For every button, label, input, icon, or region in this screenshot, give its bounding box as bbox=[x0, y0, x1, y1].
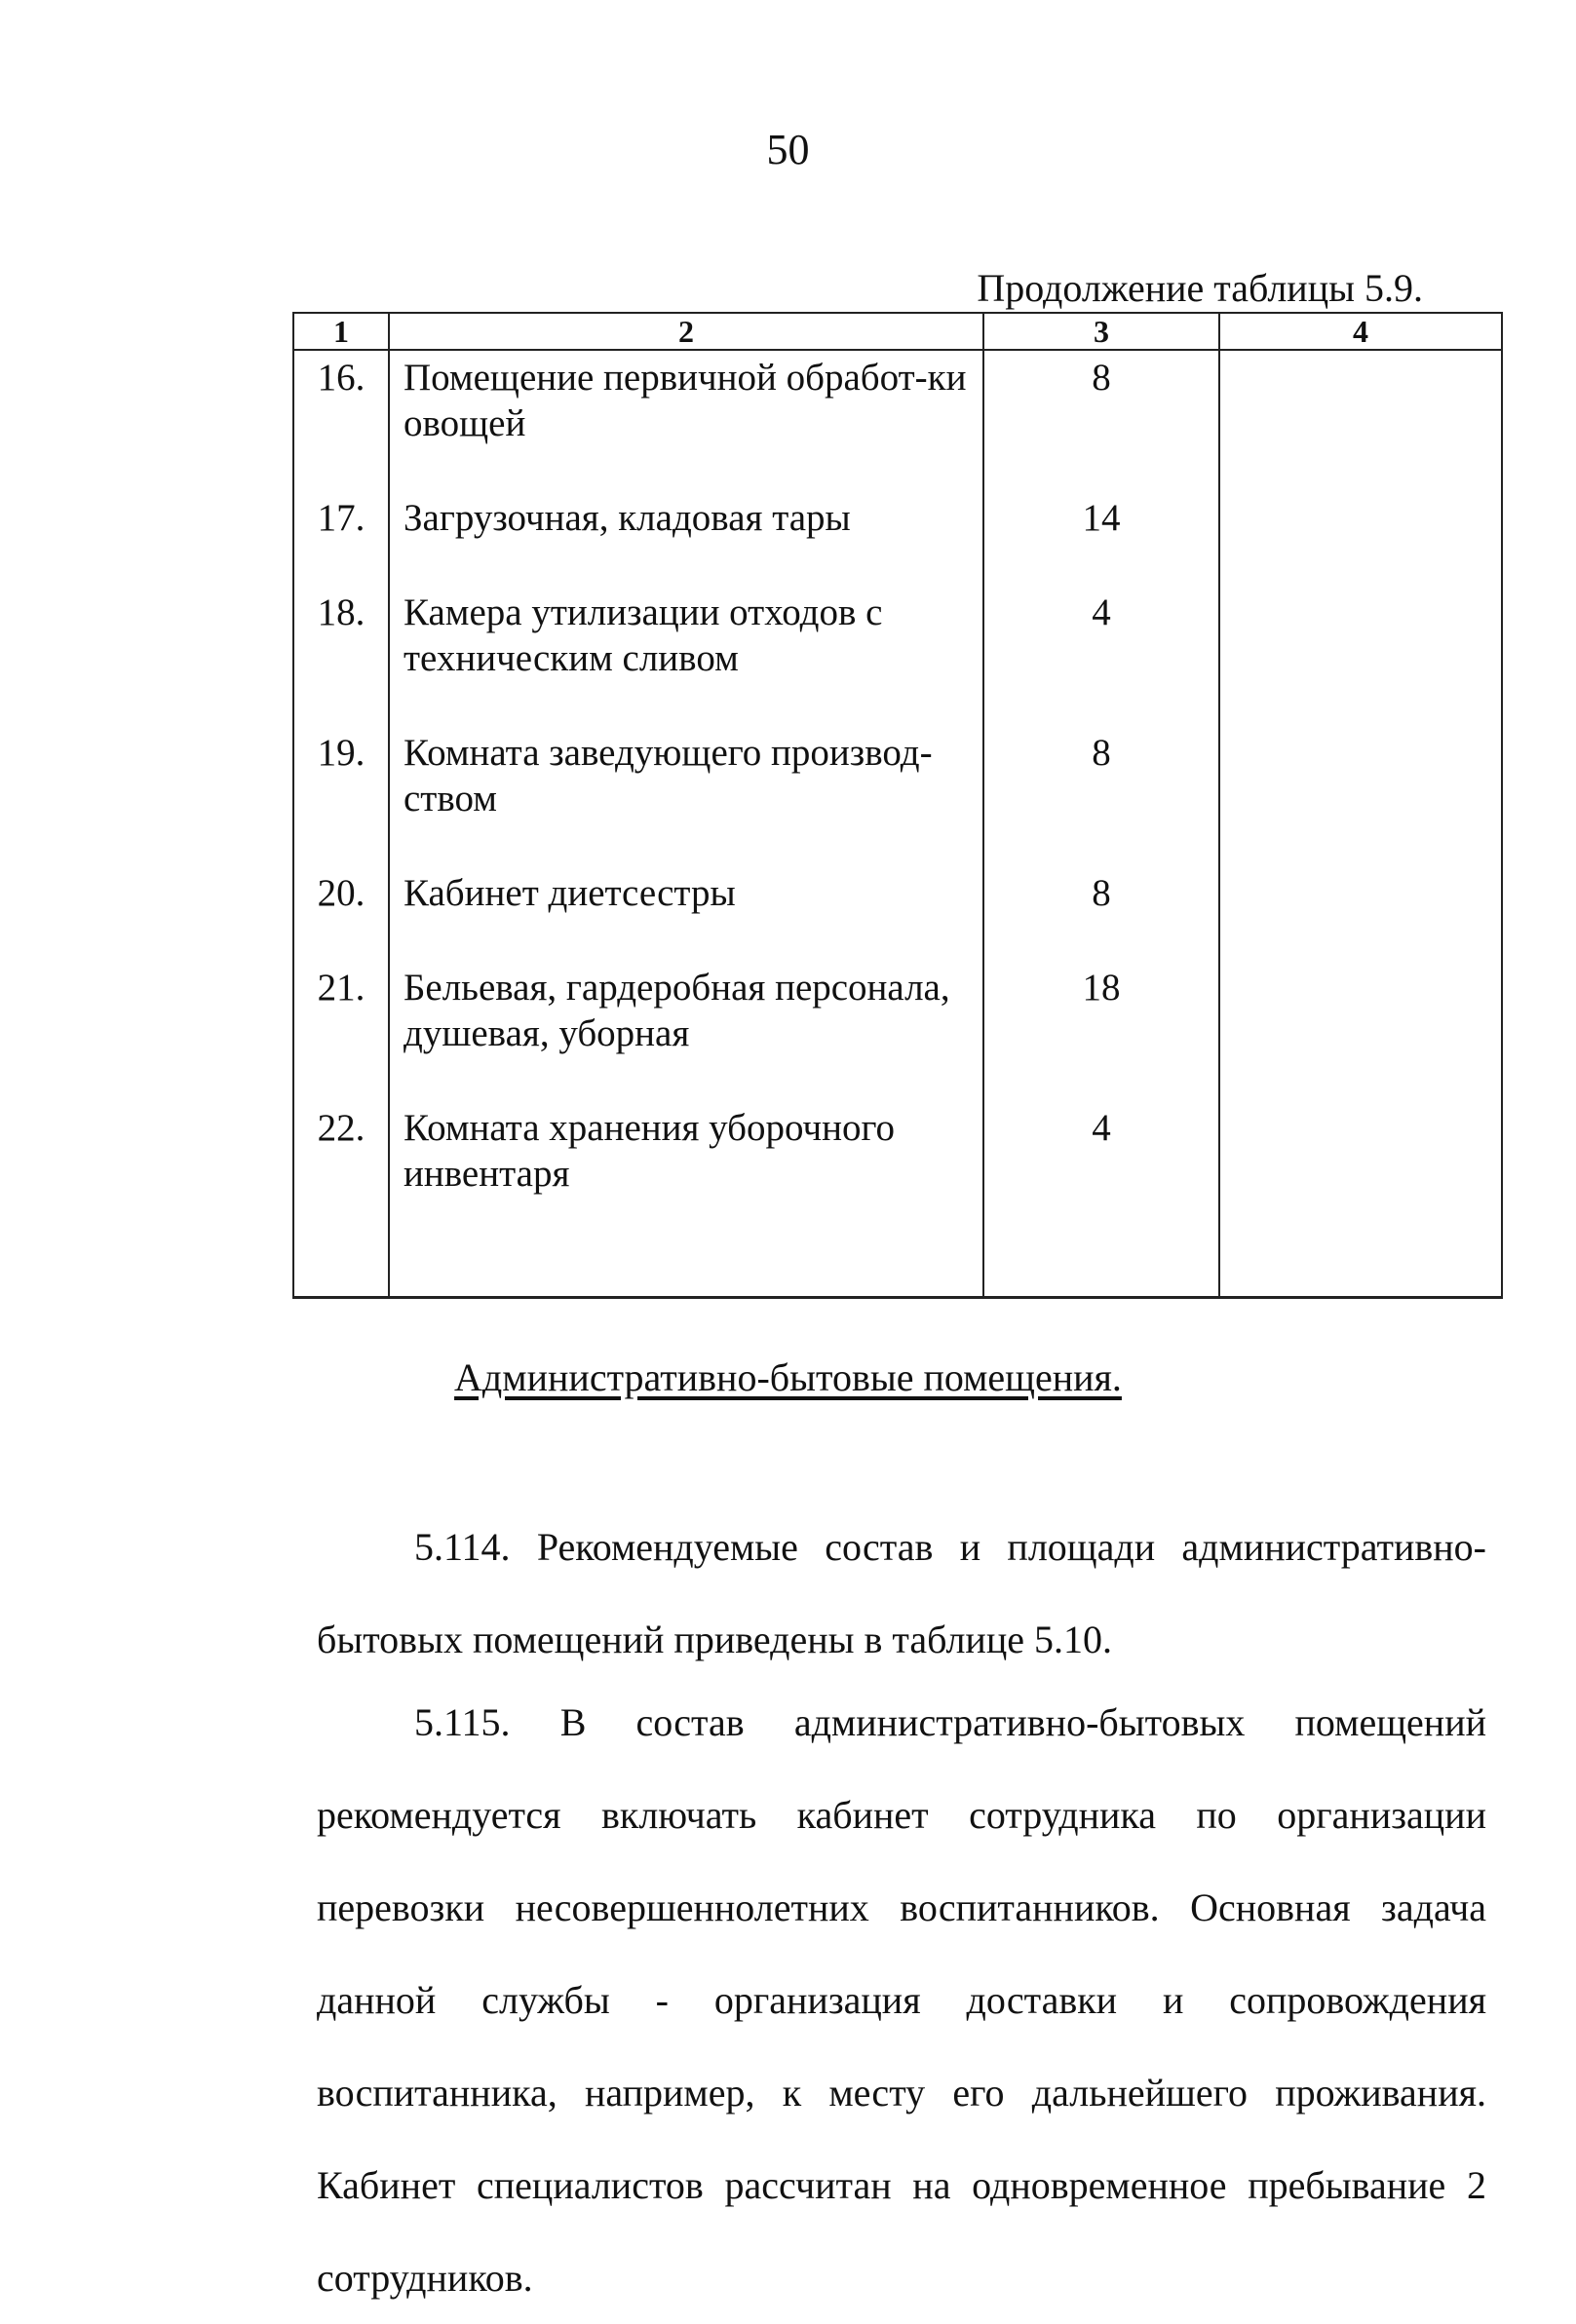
row-number: 21. bbox=[293, 961, 389, 1101]
empty-cell bbox=[389, 1241, 983, 1298]
table-bottom-row bbox=[293, 1241, 1502, 1298]
table-row bbox=[293, 1101, 1502, 1241]
room-area: 8 bbox=[983, 726, 1219, 866]
room-note bbox=[1219, 586, 1502, 726]
empty-cell bbox=[293, 1241, 389, 1298]
column-header: 3 bbox=[983, 313, 1219, 350]
room-area: 8 bbox=[983, 350, 1219, 491]
table-row bbox=[293, 491, 1502, 586]
paragraph-text: 5.115. В состав административно-бытовых помещений рекомендуется включать кабинет сотрудника по организации перевозки несовершеннолетних воспитанников. Основная задача данной службы - организация доставки и сопровождения воспитанника, например, к месту его дальнейшего проживания. Кабинет специалистов рассчитан на одновременное пребывание 2 сотрудников. bbox=[317, 1700, 1486, 2300]
room-note bbox=[1219, 866, 1502, 961]
section-heading: Административно-бытовые помещения. bbox=[454, 1355, 1122, 1399]
room-name: Кабинет диетсестры bbox=[389, 866, 983, 961]
room-note bbox=[1219, 961, 1502, 1101]
table-row bbox=[293, 961, 1502, 1101]
table-row bbox=[293, 586, 1502, 726]
room-name: Камера утилизации отходов с техническим сливом bbox=[389, 586, 983, 726]
table-header-row bbox=[293, 313, 1502, 350]
empty-cell bbox=[983, 1241, 1219, 1298]
row-number: 18. bbox=[293, 586, 389, 726]
column-header: 2 bbox=[389, 313, 983, 350]
table-container bbox=[292, 312, 1501, 1299]
room-name: Комната хранения уборочного инвентаря bbox=[389, 1101, 983, 1241]
room-area: 4 bbox=[983, 586, 1219, 726]
room-name: Бельевая, гардеробная персонала, душевая, уборная bbox=[389, 961, 983, 1101]
rooms-table bbox=[292, 312, 1503, 1299]
room-name: Загрузочная, кладовая тары bbox=[389, 491, 983, 586]
room-name: Комната заведующего производ-ством bbox=[389, 726, 983, 866]
page-number: 50 bbox=[766, 126, 810, 173]
paragraph-text: 5.114. Рекомендуемые состав и площади административно-бытовых помещений приведены в таблице 5.10. bbox=[317, 1525, 1486, 1661]
room-note bbox=[1219, 1101, 1502, 1241]
table-row bbox=[293, 866, 1502, 961]
room-note bbox=[1219, 350, 1502, 491]
row-number: 22. bbox=[293, 1101, 389, 1241]
room-area: 8 bbox=[983, 866, 1219, 961]
room-area: 4 bbox=[983, 1101, 1219, 1241]
paragraph-5-115 bbox=[317, 1676, 1486, 2324]
column-header: 1 bbox=[293, 313, 389, 350]
table-row bbox=[293, 726, 1502, 866]
paragraph-5-114 bbox=[317, 1501, 1486, 1686]
column-header: 4 bbox=[1219, 313, 1502, 350]
room-area: 18 bbox=[983, 961, 1219, 1101]
room-area: 14 bbox=[983, 491, 1219, 586]
row-number: 20. bbox=[293, 866, 389, 961]
room-name: Помещение первичной обработ-ки овощей bbox=[389, 350, 983, 491]
table-row bbox=[293, 350, 1502, 491]
room-note bbox=[1219, 726, 1502, 866]
room-note bbox=[1219, 491, 1502, 586]
row-number: 17. bbox=[293, 491, 389, 586]
empty-cell bbox=[1219, 1241, 1502, 1298]
table-caption: Продолжение таблицы 5.9. bbox=[977, 266, 1423, 310]
row-number: 16. bbox=[293, 350, 389, 491]
row-number: 19. bbox=[293, 726, 389, 866]
